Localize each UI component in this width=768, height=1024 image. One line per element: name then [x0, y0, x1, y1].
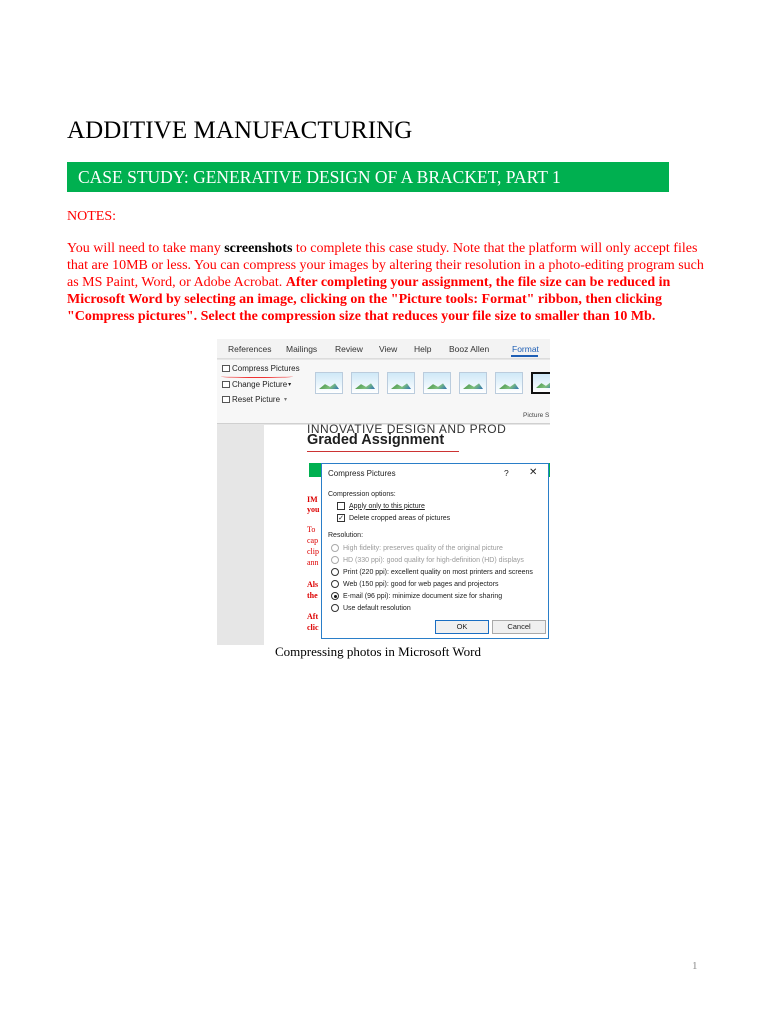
document-title: ADDITIVE MANUFACTURING: [67, 117, 413, 144]
figure-caption: Compressing photos in Microsoft Word: [275, 644, 481, 659]
radio-label: Web (150 ppi): good for web pages and projectors: [343, 580, 499, 588]
picture-style-thumb[interactable]: [531, 372, 550, 394]
radio-default[interactable]: [331, 604, 411, 612]
tab-booz-allen[interactable]: Booz Allen: [449, 344, 490, 354]
reset-picture-icon: [222, 396, 230, 403]
compress-pictures-button[interactable]: [222, 364, 300, 373]
format-ribbon: [217, 360, 550, 424]
radio-label: High fidelity: preserves quality of the original picture: [343, 544, 503, 552]
change-picture-icon: [222, 381, 230, 388]
radio-print[interactable]: [331, 568, 533, 576]
radio-label: Print (220 ppi): excellent quality on most printers and screens: [343, 568, 533, 576]
active-tab-indicator: [511, 355, 538, 357]
checkbox-checked[interactable]: ✓: [338, 515, 344, 522]
radio-label: HD (330 ppi): good quality for high-definition (HD) displays: [343, 556, 524, 564]
doc-heading-cut: INNOVATIVE DESIGN AND PROD: [307, 422, 507, 436]
radio-label: E-mail (96 ppi): minimize document size for sharing: [343, 592, 503, 600]
ribbon-tabs: [217, 339, 550, 359]
delete-cropped-checkbox[interactable]: [337, 514, 450, 522]
tab-format[interactable]: Format: [512, 344, 539, 354]
doc-fragment: clic: [307, 623, 319, 632]
section-heading-bar: [67, 162, 669, 192]
tab-references[interactable]: References: [228, 344, 272, 354]
radio-web[interactable]: [331, 580, 499, 588]
checkbox-unchecked[interactable]: [337, 502, 345, 510]
picture-style-thumb[interactable]: [495, 372, 523, 394]
delete-cropped-label: Delete cropped areas of pictures: [349, 514, 451, 522]
radio-button[interactable]: [331, 604, 339, 612]
doc-heading-graded: Graded Assignment: [307, 432, 445, 448]
doc-fragment: you: [307, 505, 320, 514]
doc-fragment: cap: [307, 536, 319, 545]
notes-text-1: You will need to take many: [67, 241, 225, 256]
doc-fragment: ann: [307, 558, 319, 567]
reset-picture-button[interactable]: Reset Picture ▾: [222, 395, 287, 404]
compress-icon: [222, 365, 230, 372]
picture-style-thumb[interactable]: [387, 372, 415, 394]
radio-email[interactable]: [331, 592, 502, 600]
notes-paragraph: [67, 240, 707, 325]
page-number: 1: [692, 960, 698, 972]
doc-fragment: To: [307, 525, 316, 534]
doc-fragment: the: [307, 591, 318, 600]
picture-style-thumb[interactable]: [459, 372, 487, 394]
radio-high-fidelity[interactable]: [331, 544, 503, 552]
compress-pictures-label: Compress Pictures: [232, 364, 300, 373]
change-picture-label: Change Picture: [232, 380, 288, 389]
resolution-label: Resolution:: [328, 532, 364, 539]
reset-picture-label: Reset Picture: [232, 395, 281, 404]
red-underline-annotation: [221, 375, 293, 378]
radio-button[interactable]: [331, 580, 339, 588]
ok-button[interactable]: OK: [435, 620, 489, 634]
radio-button[interactable]: [331, 544, 339, 552]
tab-review[interactable]: Review: [335, 344, 363, 354]
notes-bold-screenshots: screenshots: [224, 241, 293, 256]
radio-label: Use default resolution: [343, 604, 411, 612]
doc-fragment: IM: [307, 495, 318, 504]
doc-fragment: clip: [307, 547, 319, 556]
dialog-title: Compress Pictures: [328, 469, 396, 478]
picture-style-thumb[interactable]: [315, 372, 343, 394]
cancel-button[interactable]: Cancel: [492, 620, 546, 634]
radio-button[interactable]: [331, 556, 339, 564]
tab-help[interactable]: Help: [414, 344, 432, 354]
apply-only-label: Apply only to this picture: [349, 502, 425, 510]
radio-button[interactable]: [331, 568, 339, 576]
picture-styles-group-label: Picture S: [523, 412, 550, 419]
word-screenshot: [217, 339, 550, 645]
radio-hd[interactable]: [331, 556, 524, 564]
compress-pictures-dialog: [321, 463, 549, 639]
picture-style-thumb[interactable]: [423, 372, 451, 394]
notes-text-2: to complete this case study. Note that the platform will only accept files that are 10MB or less. You can compress your images by altering their resolution in a photo-editing program such as MS Paint, Word, or Adobe Acrobat.: [67, 241, 704, 290]
close-icon[interactable]: ✕: [529, 467, 538, 478]
tab-view[interactable]: View: [379, 344, 398, 354]
apply-only-checkbox[interactable]: [337, 502, 425, 510]
text-cursor-line: [307, 451, 459, 452]
tab-mailings[interactable]: Mailings: [286, 344, 318, 354]
notes-heading: NOTES:: [67, 209, 116, 224]
change-picture-button[interactable]: Change Picture ▾: [222, 380, 291, 389]
doc-fragment: Als: [307, 580, 319, 589]
section-heading: CASE STUDY: GENERATIVE DESIGN OF A BRACKET, PART 1: [78, 167, 561, 187]
notes-bold-instructions: After completing your assignment, the file size can be reduced in Microsoft Word by selecting an image, clicking on the "Picture tools: Format" ribbon, then clicking "Compress pictures". Select the compression size that reduces your file size to smaller than 10 Mb.: [67, 275, 671, 324]
compression-options-label: Compression options:: [328, 491, 396, 498]
help-icon[interactable]: ?: [504, 468, 509, 478]
radio-button-selected[interactable]: [331, 592, 339, 600]
doc-fragment: Aft: [307, 612, 319, 621]
picture-style-thumb[interactable]: [351, 372, 379, 394]
